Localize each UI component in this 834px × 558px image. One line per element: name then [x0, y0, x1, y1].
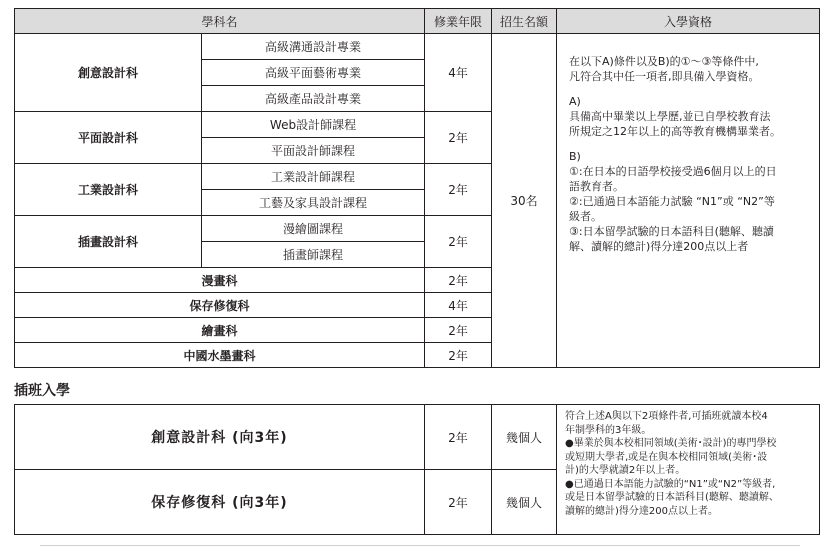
table-row [15, 405, 820, 470]
header-years: 修業年限 [425, 9, 492, 34]
years-value: 4年 [425, 293, 492, 318]
dept-name: 漫畫科 [15, 268, 425, 293]
table-header-row [15, 9, 820, 34]
course-name: 高級溝通設計專業 [202, 34, 425, 60]
dept-name: 中國水墨畫科 [15, 343, 425, 368]
transfer-years: 2年 [425, 405, 492, 470]
course-name: Web設計師課程 [202, 112, 425, 138]
header-quota: 招生名額 [492, 9, 557, 34]
admissions-table [14, 8, 820, 368]
transfer-requirements-cell: 符合上述A與以下2項條件者,可插班就讀本校4 年制學科的3年級。 ●畢業於與本校相同領域(美術･設計)的專門學校 或短期大學者,或是在與本校相同領域(美術･設 計)的大學就讀2年以上者。 ●已通過日本語能力試驗的“N1”或“N2”等級者, 或是日本留學試驗的日本語科目(聽解、聽讀解、 讀解的總計)得分達200点以上者。 [557, 405, 820, 535]
course-name: 插畫師課程 [202, 242, 425, 268]
dept-name: 插畫設計科 [15, 216, 202, 268]
quota-value: 30名 [492, 34, 557, 368]
years-value: 2年 [425, 164, 492, 216]
transfer-dept-name: 創意設計科 (向3年) [15, 405, 425, 470]
dept-name: 保存修復科 [15, 293, 425, 318]
transfer-table [14, 404, 820, 535]
transfer-dept-name: 保存修復科 (向3年) [15, 470, 425, 535]
course-name: 工藝及家具設計課程 [202, 190, 425, 216]
years-value: 2年 [425, 216, 492, 268]
years-value: 2年 [425, 318, 492, 343]
years-value: 2年 [425, 268, 492, 293]
divider [40, 545, 800, 546]
course-name: 漫繪圖課程 [202, 216, 425, 242]
dept-name: 工業設計科 [15, 164, 202, 216]
course-name: 高級平面藝術專業 [202, 60, 425, 86]
transfer-quota: 幾個人 [492, 405, 557, 470]
header-dept: 學科名 [15, 9, 425, 34]
years-value: 2年 [425, 112, 492, 164]
course-name: 工業設計師課程 [202, 164, 425, 190]
section-title-transfer: 插班入學 [14, 383, 70, 399]
dept-name: 繪畫科 [15, 318, 425, 343]
years-value: 2年 [425, 343, 492, 368]
requirements-cell: 在以下A)條件以及B)的①～③等條件中, 凡符合其中任一項者,即具備入學資格。 A) 具備高中畢業以上學歷,並已自學校教育法 所規定之12年以上的高等教育機構畢業者。 B) ①:在日本的日語學校接受過6個月以上的日 語教育者。 ②:已通過日本語能力試驗 “N1”或 “N2”等 級者。 ③:日本留學試驗的日本語科目(聽解、聽讀 解、讀解的總計)得分達200点以上者 [557, 34, 820, 368]
header-requirements: 入學資格 [557, 9, 820, 34]
table-row [15, 34, 820, 60]
dept-name: 創意設計科 [15, 34, 202, 112]
transfer-years: 2年 [425, 470, 492, 535]
course-name: 高級產品設計專業 [202, 86, 425, 112]
dept-name: 平面設計科 [15, 112, 202, 164]
transfer-quota: 幾個人 [492, 470, 557, 535]
course-name: 平面設計師課程 [202, 138, 425, 164]
years-value: 4年 [425, 34, 492, 112]
